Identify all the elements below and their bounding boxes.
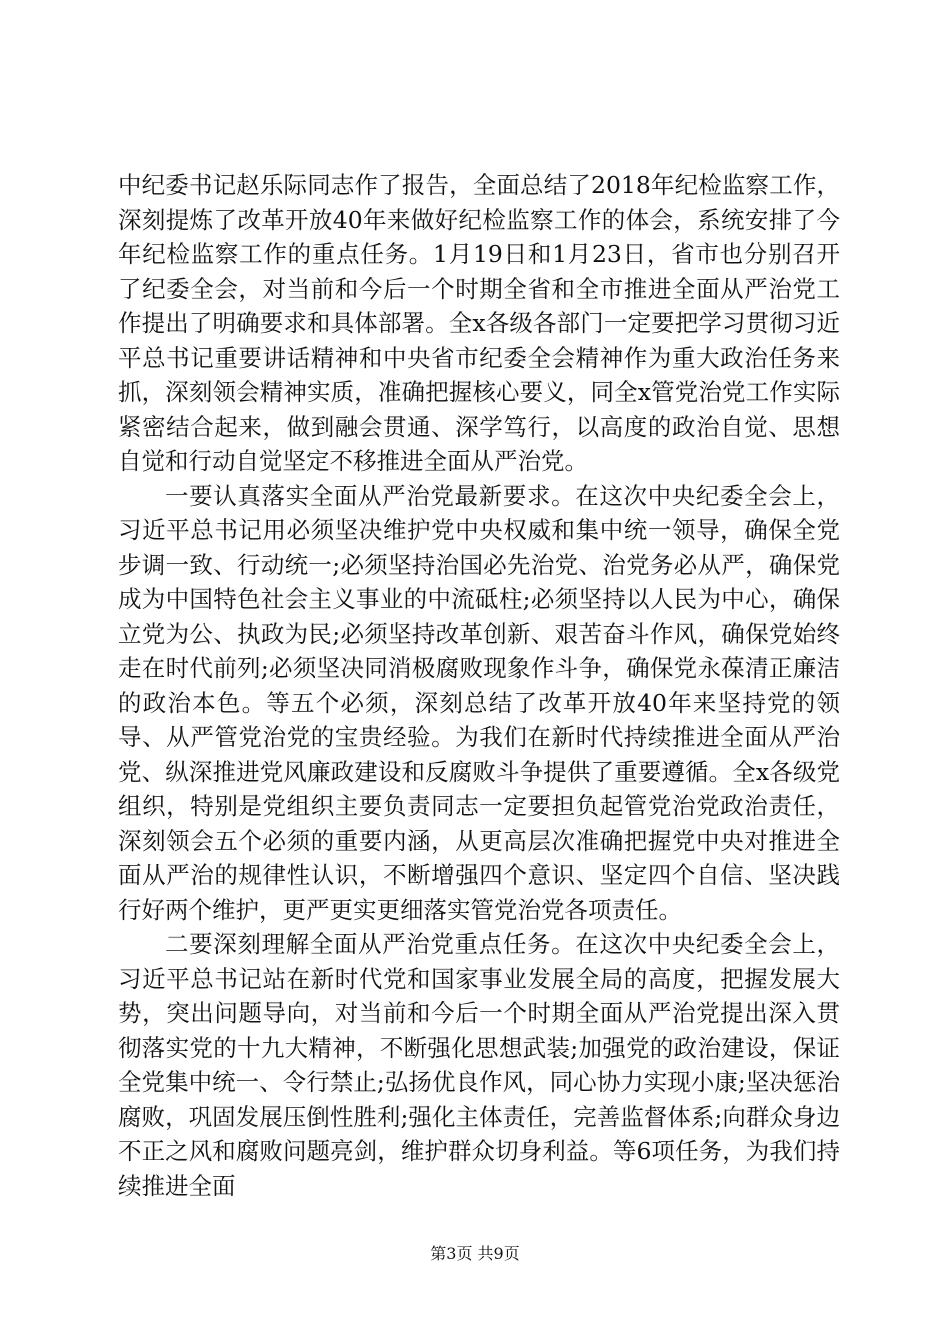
paragraph-1: 中纪委书记赵乐际同志作了报告，全面总结了2018年纪检监察工作，深刻提炼了改革开放40年来做好纪检监察工作的体会，系统安排了今年纪检监察工作的重点任务。1月19日和1月23日，省市也分别召开了纪委全会，对当前和今后一个时期全省和全市推进全面从严治党工作提出了明确要求和具体部署。全x各级各部门一定要把学习贯彻习近平总书记重要讲话精神和中央省市纪委全会精神作为重大政治任务来抓，深刻领会精神实质，准确把握核心要义，同全x管党治党工作实际紧密结合起来，做到融会贯通、深学笃行，以高度的政治自觉、思想自觉和行动自觉坚定不移推进全面从严治党。 <box>118 171 840 475</box>
paragraph-2: 一要认真落实全面从严治党最新要求。在这次中央纪委全会上，习近平总书记用必须坚决维护党中央权威和集中统一领导，确保全党步调一致、行动统一;必须坚持治国必先治党、治党务必从严，确保党成为中国特色社会主义事业的中流砥柱;必须坚持以人民为中心，确保立党为公、执政为民;必须坚持改革创新、艰苦奋斗作风，确保党始终走在时代前列;必须坚决同消极腐败现象作斗争，确保党永葆清正廉洁的政治本色。等五个必须，深刻总结了改革开放40年来坚持党的领导、从严管党治党的宝贵经验。为我们在新时代持续推进全面从严治党、纵深推进党风廉政建设和反腐败斗争提供了重要遵循。全x各级党组织，特别是党组织主要负责同志一定要担负起管党治党政治责任，深刻领会五个必须的重要内涵，从更高层次准确把握党中央对推进全面从严治的规律性认识，不断增强四个意识、坚定四个自信、坚决践行好两个维护，更严更实更细落实管党治党各项责任。 <box>118 481 840 924</box>
page-number-footer: 第3页 共9页 <box>430 1244 520 1263</box>
paragraph-3: 二要深刻理解全面从严治党重点任务。在这次中央纪委全会上，习近平总书记站在新时代党和国家事业发展全局的高度，把握发展大势，突出问题导向，对当前和今后一个时期全面从严治党提出深入贯彻落实党的十九大精神，不断强化思想武装;加强党的政治建设，保证全党集中统一、令行禁止;弘扬优良作风，同心协力实现小康;坚决惩治腐败，巩固发展压倒性胜利;强化主体责任，完善监督体系;向群众身边不正之风和腐败问题亮剑，维护群众切身利益。等6项任务，为我们持续推进全面 <box>118 930 840 1200</box>
document-body <box>118 168 840 1203</box>
